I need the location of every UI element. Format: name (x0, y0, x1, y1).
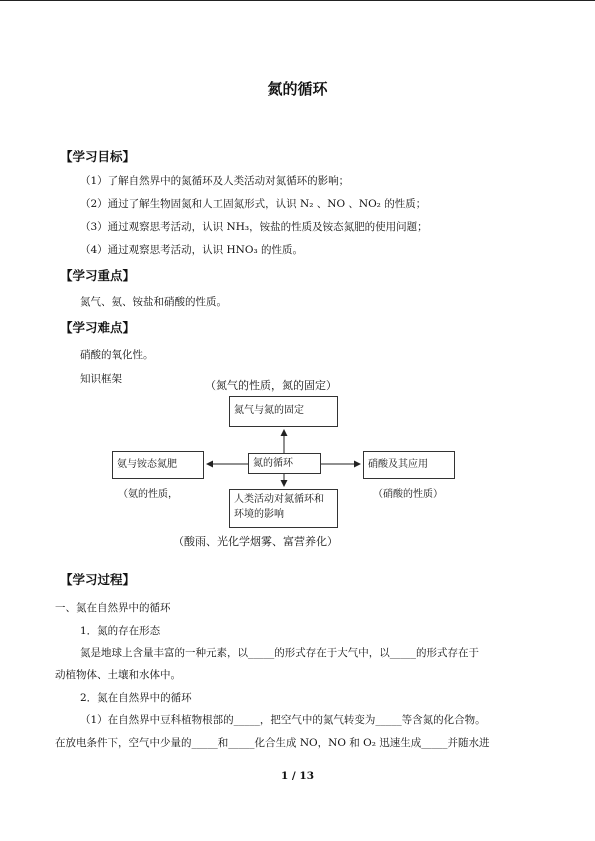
process-line-5: 2．氮在自然界中的循环 (80, 692, 192, 704)
framework-label: 知识框架 (80, 373, 122, 385)
box-nitric-acid: 硝酸及其应用 (363, 451, 455, 479)
box-nitrogen-cycle: 氮的循环 (248, 453, 321, 474)
diagram-left-caption: （氨的性质， (118, 489, 178, 500)
diagram-bottom-caption: （酸雨、光化学烟雾、富营养化） (173, 535, 338, 548)
process-line-1: 一、氮在自然界中的循环 (55, 602, 171, 614)
process-line-6: （1）在自然界中豆科植物根部的_____，把空气中的氮气转变为_____等含氮的化合物。 (80, 714, 486, 726)
goal-item-4: （4）通过观察思考活动，认识 HNO₃ 的性质。 (80, 244, 304, 256)
goal-item-3: （3）通过观察思考活动，认识 NH₃，铵盐的性质及铵态氮肥的使用问题； (80, 221, 428, 233)
box-ammonia-fertilizer: 氨与铵态氮肥 (112, 451, 204, 479)
box-human-impact: 人类活动对氮循环和环境的影响 (229, 489, 338, 528)
goal-item-2: （2）通过了解生物固氮和人工固氮形式，认识 N₂ 、NO 、NO₂ 的性质； (80, 198, 427, 210)
key-heading: 【学习重点】 (60, 268, 136, 283)
difficult-text: 硝酸的氧化性。 (80, 349, 154, 361)
key-text: 氮气、氨、铵盐和硝酸的性质。 (80, 296, 227, 308)
goal-item-1: （1）了解自然界中的氮循环及人类活动对氮循环的影响； (80, 175, 350, 187)
process-heading: 【学习过程】 (60, 572, 136, 587)
diagram-top-caption: （氮气的性质，氮的固定） (205, 379, 337, 392)
difficult-heading: 【学习难点】 (60, 320, 136, 335)
page-number: 1 / 13 (280, 770, 315, 782)
diagram-right-caption: （硝酸的性质） (373, 489, 443, 500)
process-line-4: 动植物体、土壤和水体中。 (55, 669, 181, 681)
goals-heading: 【学习目标】 (60, 149, 136, 164)
process-line-2: 1．氮的存在形态 (80, 625, 161, 637)
page-title: 氮的循环 (267, 80, 328, 98)
process-line-3: 氮是地球上含量丰富的一种元素，以_____的形式存在于大气中，以_____的形式存在于 (80, 647, 479, 659)
process-line-7: 在放电条件下，空气中少量的_____和_____化合生成 NO，NO 和 O₂ 迅速生成_____并随水进 (55, 737, 490, 749)
box-nitrogen-fixation: 氮气与氮的固定 (229, 396, 338, 427)
top-rule (0, 0, 595, 1)
